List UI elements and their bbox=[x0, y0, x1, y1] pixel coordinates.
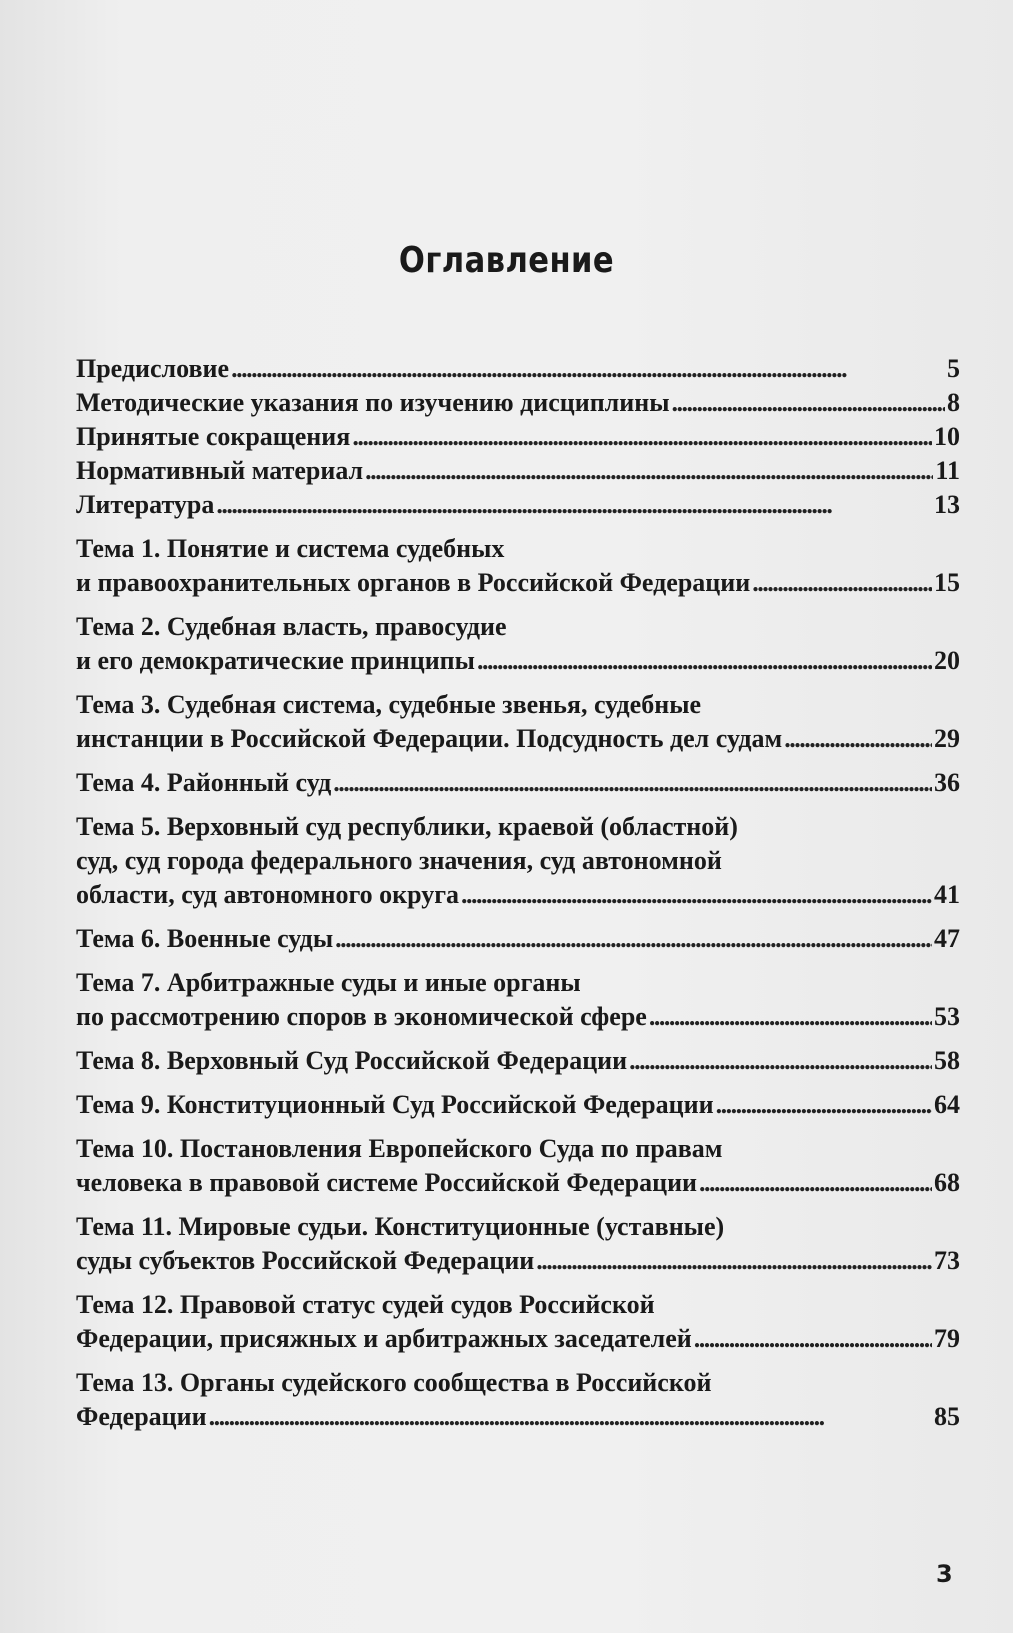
toc-entry bbox=[76, 1044, 960, 1078]
toc-entry-last-line bbox=[76, 566, 960, 600]
toc-entry bbox=[76, 1088, 960, 1122]
toc-entry-page: 58 bbox=[934, 1046, 960, 1075]
toc-entry-title: Тема 8. Верховный Суд Российской Федерации bbox=[76, 1046, 628, 1075]
toc-entry-page: 11 bbox=[935, 456, 960, 485]
toc-entry-page: 73 bbox=[934, 1246, 960, 1275]
dot-leader bbox=[629, 1044, 932, 1078]
toc-entry-title: Тема 4. Районный суд bbox=[76, 768, 332, 797]
dot-leader bbox=[752, 566, 932, 600]
dot-leader bbox=[461, 878, 932, 912]
toc-entry-title: человека в правовой системе Российской Федерации bbox=[76, 1168, 698, 1197]
toc-entry-last-line bbox=[76, 488, 960, 522]
toc-entry-last-line bbox=[76, 644, 960, 678]
toc-entry-title: по рассмотрению споров в экономической сфере bbox=[76, 1002, 647, 1031]
toc-entry-last-line bbox=[76, 922, 960, 956]
toc-entry-last-line bbox=[76, 766, 960, 800]
dot-leader bbox=[333, 766, 932, 800]
dot-leader bbox=[477, 644, 932, 678]
toc-entry bbox=[76, 454, 960, 488]
toc-entry-title: Тема 6. Военные суды bbox=[76, 924, 334, 953]
toc-entry-page: 13 bbox=[934, 490, 960, 519]
toc-entry-last-line bbox=[76, 878, 960, 912]
dot-leader bbox=[216, 488, 932, 522]
dot-leader bbox=[335, 922, 932, 956]
toc-entry-line: Тема 1. Понятие и система судебных bbox=[76, 534, 505, 563]
toc-entry bbox=[76, 1366, 960, 1434]
toc-entry-line: Тема 7. Арбитражные суды и иные органы bbox=[76, 968, 581, 997]
toc-entry-last-line bbox=[76, 1400, 960, 1434]
toc-entry-title: Методические указания по изучению дисциплины bbox=[76, 388, 670, 417]
toc-entry-page: 20 bbox=[934, 646, 960, 675]
toc-entry-title: Принятые сокращения bbox=[76, 422, 351, 451]
toc-entry-page: 8 bbox=[947, 388, 960, 417]
dot-leader bbox=[716, 1088, 932, 1122]
toc-entry-line: Тема 11. Мировые судьи. Конституционные (уставные) bbox=[76, 1212, 725, 1241]
toc-entry-page: 10 bbox=[934, 422, 960, 451]
toc-entry-page: 15 bbox=[934, 568, 960, 597]
dot-leader bbox=[365, 454, 933, 488]
toc-entry bbox=[76, 1132, 960, 1200]
toc-entry bbox=[76, 810, 960, 912]
toc-entry-page: 5 bbox=[947, 354, 960, 383]
dot-leader bbox=[231, 352, 945, 386]
toc-entry-page: 85 bbox=[934, 1402, 960, 1431]
toc-entry-page: 79 bbox=[934, 1324, 960, 1353]
toc-entry-page: 68 bbox=[934, 1168, 960, 1197]
dot-leader bbox=[649, 1000, 932, 1034]
toc-entry-page: 47 bbox=[934, 924, 960, 953]
dot-leader bbox=[672, 386, 945, 420]
toc-entry-title: инстанции в Российской Федерации. Подсудность дел судам bbox=[76, 724, 783, 753]
toc-entry bbox=[76, 420, 960, 454]
toc-entry bbox=[76, 610, 960, 678]
toc-entry-title: Федерации, присяжных и арбитражных заседателей bbox=[76, 1324, 692, 1353]
toc-entry bbox=[76, 688, 960, 756]
toc-entry-line: Тема 10. Постановления Европейского Суда по правам bbox=[76, 1134, 723, 1163]
toc-entry-line: Тема 12. Правовой статус судей судов Российской bbox=[76, 1290, 655, 1319]
toc-entry-page: 29 bbox=[934, 724, 960, 753]
toc-entry bbox=[76, 1210, 960, 1278]
toc-entry-line: Тема 13. Органы судейского сообщества в Российской bbox=[76, 1368, 712, 1397]
toc-entry-title: и правоохранительных органов в Российской Федерации bbox=[76, 568, 751, 597]
toc-entry-page: 64 bbox=[934, 1090, 960, 1119]
toc-entry-last-line bbox=[76, 454, 960, 488]
toc-title: Оглавление bbox=[398, 240, 615, 281]
dot-leader bbox=[699, 1166, 932, 1200]
dot-leader bbox=[536, 1244, 932, 1278]
toc-entry-line: Тема 2. Судебная власть, правосудие bbox=[76, 612, 507, 641]
dot-leader bbox=[694, 1322, 932, 1356]
dot-leader bbox=[352, 420, 932, 454]
toc-entry bbox=[76, 966, 960, 1034]
toc-entry-title: Литература bbox=[76, 490, 215, 519]
toc-entry-title: суды субъектов Российской Федерации bbox=[76, 1246, 535, 1275]
toc-entry-last-line bbox=[76, 1244, 960, 1278]
toc-entry bbox=[76, 488, 960, 522]
toc-entry-page: 41 bbox=[934, 880, 960, 909]
toc-entry-line: Тема 5. Верховный суд республики, краевой (областной) bbox=[76, 812, 738, 841]
toc-entry-last-line bbox=[76, 352, 960, 386]
toc-entry-last-line bbox=[76, 1088, 960, 1122]
toc-entry-title: Тема 9. Конституционный Суд Российской Федерации bbox=[76, 1090, 714, 1119]
toc-entry-line: суд, суд города федерального значения, суд автономной bbox=[76, 846, 722, 875]
toc-entry-last-line bbox=[76, 386, 960, 420]
toc-entry bbox=[76, 1288, 960, 1356]
dot-leader bbox=[209, 1400, 932, 1434]
toc-entry-title: Предисловие bbox=[76, 354, 230, 383]
toc-entry-page: 36 bbox=[934, 768, 960, 797]
toc-entry-title: и его демократические принципы bbox=[76, 646, 475, 675]
toc-entry-last-line bbox=[76, 1166, 960, 1200]
toc-entry-title: области, суд автономного округа bbox=[76, 880, 460, 909]
toc-entry bbox=[76, 386, 960, 420]
toc-entry-last-line bbox=[76, 420, 960, 454]
toc-entry-title: Федерации bbox=[76, 1402, 207, 1431]
toc-entry bbox=[76, 766, 960, 800]
toc-entry bbox=[76, 922, 960, 956]
toc-entry-last-line bbox=[76, 1044, 960, 1078]
toc-entry-page: 53 bbox=[934, 1002, 960, 1031]
table-of-contents bbox=[76, 352, 960, 1434]
toc-entry-title: Нормативный материал bbox=[76, 456, 364, 485]
toc-entry-line: Тема 3. Судебная система, судебные звенья, судебные bbox=[76, 690, 702, 719]
toc-entry-last-line bbox=[76, 1322, 960, 1356]
page-number: 3 bbox=[936, 1560, 953, 1588]
toc-entry-last-line bbox=[76, 722, 960, 756]
dot-leader bbox=[784, 722, 932, 756]
toc-entry bbox=[76, 532, 960, 600]
toc-entry bbox=[76, 352, 960, 386]
toc-entry-last-line bbox=[76, 1000, 960, 1034]
